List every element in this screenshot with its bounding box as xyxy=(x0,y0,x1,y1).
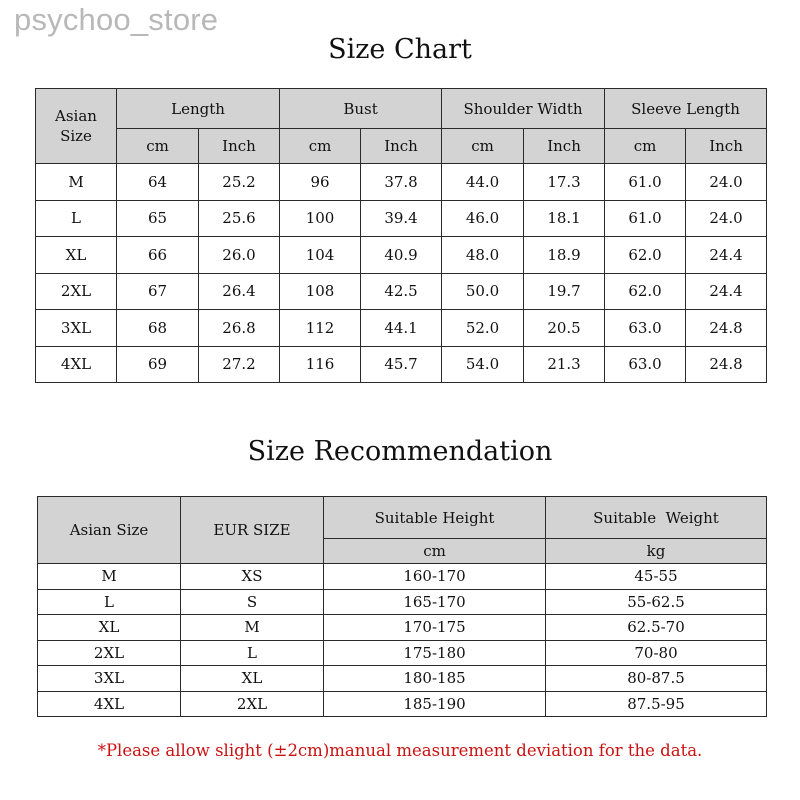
measurement-cell: 24.0 xyxy=(686,164,767,201)
store-watermark: psychoo_store xyxy=(14,2,219,37)
height-cell: 165-170 xyxy=(324,589,546,615)
weight-cell: 45-55 xyxy=(546,564,767,590)
suitable-weight-header: Suitable Weight xyxy=(546,497,767,539)
unit-header: cm xyxy=(605,129,686,164)
measurement-cell: 27.2 xyxy=(199,346,280,383)
eur-size-header: EUR SIZE xyxy=(181,497,324,564)
measurement-cell: 62.0 xyxy=(605,237,686,274)
table-row xyxy=(38,564,767,590)
size-cell: 3XL xyxy=(36,310,117,347)
measurement-cell: 24.8 xyxy=(686,310,767,347)
measurement-cell: 17.3 xyxy=(524,164,605,201)
size-recommendation-title: Size Recommendation xyxy=(247,436,553,467)
height-cell: 180-185 xyxy=(324,666,546,692)
table-row xyxy=(36,237,767,274)
measurement-cell: 63.0 xyxy=(605,310,686,347)
measurement-cell: 24.8 xyxy=(686,346,767,383)
measurement-cell: 26.0 xyxy=(199,237,280,274)
table-row xyxy=(38,589,767,615)
shoulder-width-header: Shoulder Width xyxy=(442,89,605,129)
measurement-cell: 112 xyxy=(280,310,361,347)
unit-header: Inch xyxy=(361,129,442,164)
measurement-cell: 37.8 xyxy=(361,164,442,201)
table-row xyxy=(36,273,767,310)
measurement-cell: 66 xyxy=(117,237,199,274)
measurement-cell: 48.0 xyxy=(442,237,524,274)
measurement-cell: 96 xyxy=(280,164,361,201)
measurement-cell: 44.1 xyxy=(361,310,442,347)
measurement-cell: 69 xyxy=(117,346,199,383)
table-row xyxy=(36,346,767,383)
size-recommendation-table xyxy=(37,496,767,717)
measurement-cell: 61.0 xyxy=(605,200,686,237)
asian-size-header: Asian Size xyxy=(38,497,181,564)
asian-size-cell: M xyxy=(38,564,181,590)
measurement-cell: 25.6 xyxy=(199,200,280,237)
weight-cell: 87.5-95 xyxy=(546,691,767,717)
size-chart-title: Size Chart xyxy=(328,34,472,65)
table-row xyxy=(36,200,767,237)
measurement-cell: 54.0 xyxy=(442,346,524,383)
measurement-cell: 26.4 xyxy=(199,273,280,310)
asian-size-cell: XL xyxy=(38,615,181,641)
measurement-cell: 67 xyxy=(117,273,199,310)
measurement-cell: 50.0 xyxy=(442,273,524,310)
measurement-cell: 40.9 xyxy=(361,237,442,274)
table-row xyxy=(36,310,767,347)
eur-size-cell: 2XL xyxy=(181,691,324,717)
eur-size-cell: XS xyxy=(181,564,324,590)
table-row xyxy=(38,615,767,641)
table-row xyxy=(38,640,767,666)
measurement-cell: 21.3 xyxy=(524,346,605,383)
asian-size-cell: L xyxy=(38,589,181,615)
unit-header: Inch xyxy=(686,129,767,164)
table-row xyxy=(38,691,767,717)
table-row xyxy=(38,666,767,692)
measurement-cell: 100 xyxy=(280,200,361,237)
eur-size-cell: M xyxy=(181,615,324,641)
weight-cell: 70-80 xyxy=(546,640,767,666)
measurement-cell: 18.1 xyxy=(524,200,605,237)
measurement-cell: 19.7 xyxy=(524,273,605,310)
measurement-cell: 24.4 xyxy=(686,273,767,310)
height-cell: 185-190 xyxy=(324,691,546,717)
measurement-cell: 116 xyxy=(280,346,361,383)
suitable-height-header: Suitable Height xyxy=(324,497,546,539)
measurement-cell: 18.9 xyxy=(524,237,605,274)
height-unit-header: cm xyxy=(324,539,546,564)
measurement-cell: 108 xyxy=(280,273,361,310)
measurement-cell: 44.0 xyxy=(442,164,524,201)
table-row xyxy=(36,164,767,201)
size-cell: 4XL xyxy=(36,346,117,383)
measurement-cell: 63.0 xyxy=(605,346,686,383)
unit-header: cm xyxy=(280,129,361,164)
measurement-cell: 61.0 xyxy=(605,164,686,201)
measurement-cell: 26.8 xyxy=(199,310,280,347)
unit-header: Inch xyxy=(199,129,280,164)
height-cell: 175-180 xyxy=(324,640,546,666)
size-cell: XL xyxy=(36,237,117,274)
weight-cell: 62.5-70 xyxy=(546,615,767,641)
unit-header: cm xyxy=(117,129,199,164)
unit-header: Inch xyxy=(524,129,605,164)
measurement-cell: 62.0 xyxy=(605,273,686,310)
measurement-cell: 39.4 xyxy=(361,200,442,237)
measurement-cell: 42.5 xyxy=(361,273,442,310)
measurement-cell: 65 xyxy=(117,200,199,237)
unit-header: cm xyxy=(442,129,524,164)
measurement-cell: 25.2 xyxy=(199,164,280,201)
sleeve-length-header: Sleeve Length xyxy=(605,89,767,129)
asian-size-header: Asian Size xyxy=(36,89,117,164)
weight-unit-header: kg xyxy=(546,539,767,564)
measurement-cell: 46.0 xyxy=(442,200,524,237)
measurement-cell: 104 xyxy=(280,237,361,274)
height-cell: 170-175 xyxy=(324,615,546,641)
eur-size-cell: XL xyxy=(181,666,324,692)
measurement-cell: 45.7 xyxy=(361,346,442,383)
measurement-cell: 20.5 xyxy=(524,310,605,347)
size-cell: M xyxy=(36,164,117,201)
size-chart-table xyxy=(35,88,767,383)
eur-size-cell: L xyxy=(181,640,324,666)
measurement-cell: 64 xyxy=(117,164,199,201)
measurement-cell: 68 xyxy=(117,310,199,347)
asian-size-cell: 2XL xyxy=(38,640,181,666)
height-cell: 160-170 xyxy=(324,564,546,590)
weight-cell: 55-62.5 xyxy=(546,589,767,615)
measurement-cell: 52.0 xyxy=(442,310,524,347)
asian-size-cell: 3XL xyxy=(38,666,181,692)
weight-cell: 80-87.5 xyxy=(546,666,767,692)
size-cell: 2XL xyxy=(36,273,117,310)
size-cell: L xyxy=(36,200,117,237)
eur-size-cell: S xyxy=(181,589,324,615)
length-header: Length xyxy=(117,89,280,129)
bust-header: Bust xyxy=(280,89,442,129)
asian-size-cell: 4XL xyxy=(38,691,181,717)
measurement-note: *Please allow slight (±2cm)manual measurement deviation for the data. xyxy=(97,741,703,760)
measurement-cell: 24.0 xyxy=(686,200,767,237)
measurement-cell: 24.4 xyxy=(686,237,767,274)
